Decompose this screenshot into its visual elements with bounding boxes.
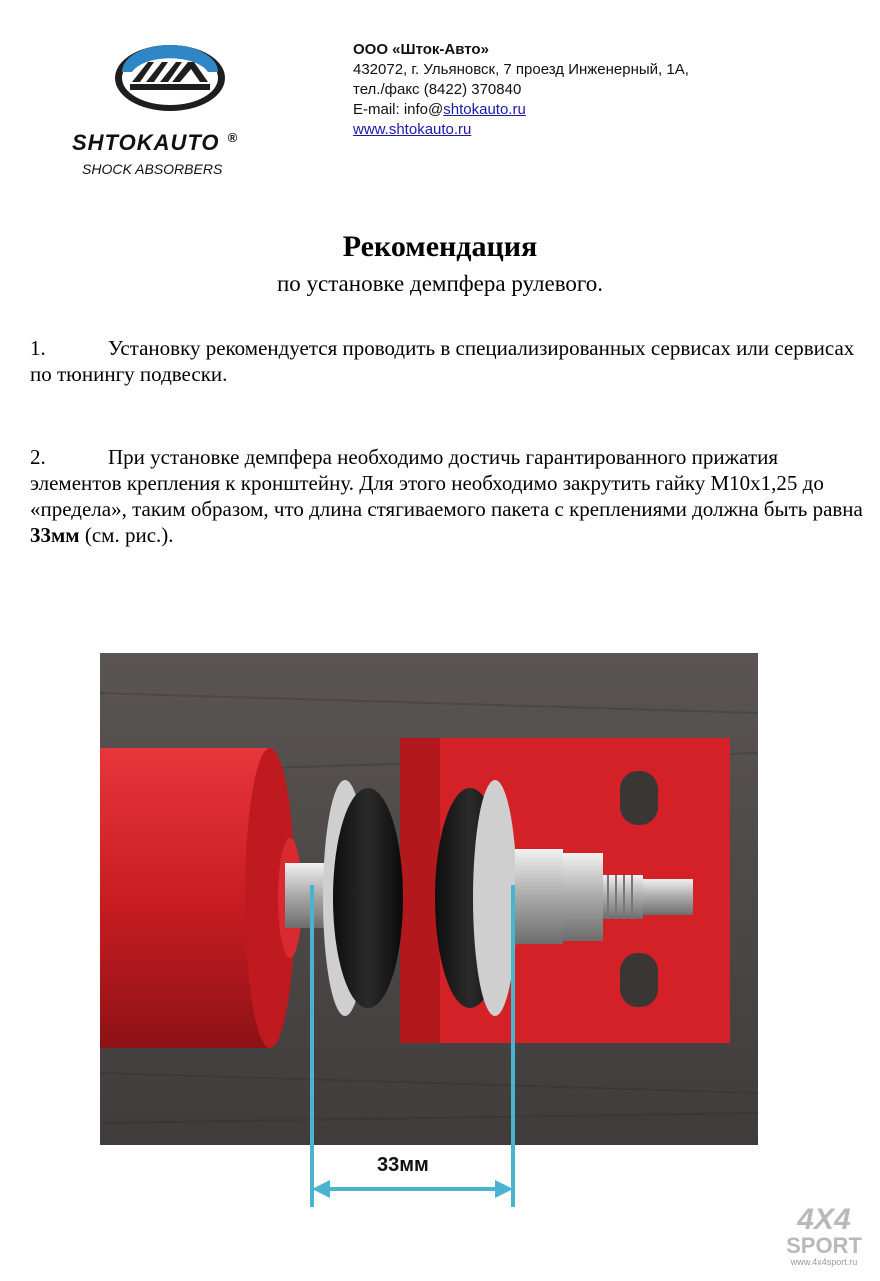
watermark xyxy=(780,1205,868,1267)
arrow-left-icon xyxy=(312,1180,330,1198)
company-info xyxy=(353,40,689,140)
item-bold-value: 33мм xyxy=(30,523,80,547)
page-subtitle: по установке демпфера рулевого. xyxy=(276,271,604,296)
email-link[interactable]: shtokauto.ru xyxy=(443,101,526,118)
recommendation-item-1 xyxy=(30,335,865,387)
company-email xyxy=(353,100,689,120)
website-link[interactable]: www.shtokauto.ru xyxy=(353,121,472,138)
item-text-end: (см. рис.). xyxy=(79,523,174,547)
measurement-label: 33мм xyxy=(377,1154,429,1176)
registered-mark: ® xyxy=(227,130,239,145)
email-label: E-mail: info@ xyxy=(353,101,444,118)
company-name: ООО «Шток-Авто» xyxy=(353,41,489,58)
watermark-url: www.4x4sport.ru xyxy=(790,1257,858,1267)
item-number: 1. xyxy=(30,336,46,360)
company-phone: тел./факс (8422) 370840 xyxy=(353,81,522,98)
brand-logo xyxy=(112,42,228,114)
logo-brand-name: SHTOKAUTO ® xyxy=(72,130,239,155)
watermark-logo-bottom: SPORT xyxy=(786,1233,862,1258)
shtokauto-emblem-icon xyxy=(112,42,228,114)
item-text: При установке демпфера необходимо достичь гарантированного прижатия элементов крепления к кронштейну. Для этого необходимо закрутить гайку М10х1,25 до «предела», таким образом, что длина стягиваемого пакета с креплениями должна быть равна xyxy=(30,445,863,521)
arrow-right-icon xyxy=(495,1180,513,1198)
item-number: 2. xyxy=(30,445,46,469)
company-address: 432072, г. Ульяновск, 7 проезд Инженерный, 1А, xyxy=(353,61,689,78)
recommendation-item-2 xyxy=(30,444,865,548)
page-title: Рекомендация xyxy=(342,230,538,263)
watermark-logo-top: 4X4 xyxy=(797,1203,851,1236)
item-text: Установку рекомендуется проводить в специализированных сервисах или сервисах по тюнингу подвески. xyxy=(30,336,855,386)
logo-tagline: SHOCK ABSORBERS xyxy=(82,161,223,177)
